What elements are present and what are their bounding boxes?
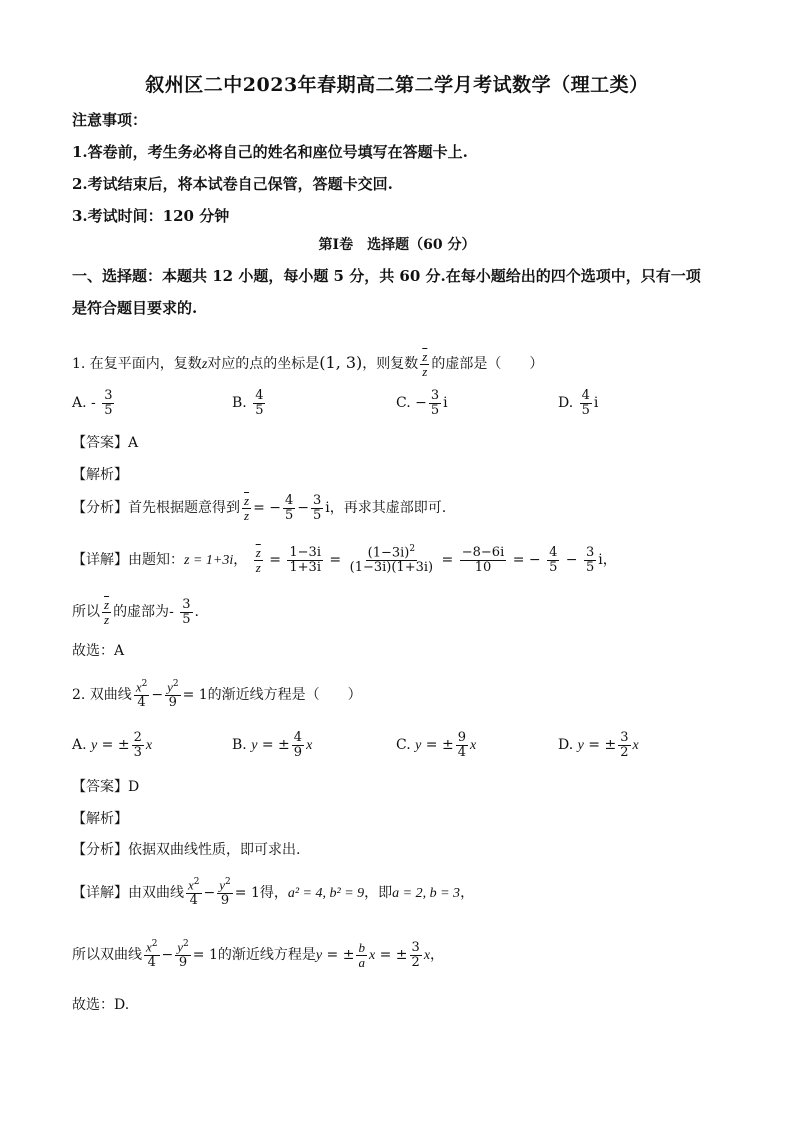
q1-detail: 【详解】由题知：z = 1+3i， $\frac{\overline{z}}{z}$ = $\frac{1-3i}{1+3i}$ = $\frac{(1-3i)^2}{(1-3i)(1+3i)}$ = $\frac{-8-6i}{10}$ = − $\frac{4}{5}$ − $\frac{3}{5}$ i， — [72, 544, 617, 576]
q1-fenxi: 【分析】首先根据题意得到 $\frac{\overline{z}}{z}$ = − $\frac{4}{5}$ − $\frac{3}{5}$ i，再求其虚部即可. — [72, 492, 447, 523]
q1-zbar-over-z: $\frac{\overline{z}}{z}$ — [422, 348, 428, 379]
q2-fenxi: 【分析】依据双曲线性质，即可求出. — [72, 842, 301, 858]
q2-analysis-tag: 【解析】 — [72, 811, 128, 827]
section-title: 第Ⅰ卷 选择题（60 分） — [318, 237, 476, 253]
q2-choose: 故选：D. — [72, 997, 130, 1013]
q1-point: (1, 3) — [319, 353, 363, 372]
page-title: 叙州区二中2023年春期高二第二学月考试数学（理工类） — [145, 74, 649, 96]
notice-item-1: 1.答卷前，考生务必将自己的姓名和座位号填写在答题卡上. — [72, 143, 468, 161]
section-instruction-line1: 一、选择题：本题共 12 小题，每小题 5 分，共 60 分.在每小题给出的四个选项中，只有一项 — [72, 267, 701, 285]
q2-conclusion: 所以双曲线 $\frac{x^2}{4}$ − $\frac{y^2}{9}$ = 1的渐近线方程是y = ± $\frac{b}{a}$ x = ± $\frac{3}{2}$ x， — [72, 939, 445, 971]
notice-heading: 注意事项： — [72, 111, 148, 129]
q1-answer: 【答案】A — [72, 435, 139, 451]
q2-stem: 2. 双曲线 $\frac{x^2}{4}$ − $\frac{y^2}{9}$ = 1的渐近线方程是（ ） — [72, 679, 362, 711]
q1-option-c[interactable]: C. − $\frac{3}{5}$ i — [396, 388, 448, 418]
notice-item-2: 2.考试结束后，将本试卷自己保管，答题卡交回. — [72, 175, 393, 193]
notice-item-3: 3.考试时间：120 分钟 — [72, 207, 230, 225]
q1-analysis-tag: 【解析】 — [72, 467, 128, 483]
q2-option-a[interactable]: A. y = ± $\frac{2}{3}$ x — [72, 730, 153, 760]
q2-detail: 【详解】由双曲线 $\frac{x^2}{4}$ − $\frac{y^2}{9}$ = 1得，a² = 4, b² = 9，即a = 2, b = 3， — [72, 877, 475, 909]
q2-option-b[interactable]: B. y = ± $\frac{4}{9}$ x — [232, 730, 313, 760]
q1-option-b[interactable]: B. $\frac{4}{5}$ — [232, 388, 264, 418]
q2-option-c[interactable]: C. y = ± $\frac{9}{4}$ x — [396, 730, 477, 760]
q2-option-d[interactable]: D. y = ± $\frac{3}{2}$ x — [558, 730, 639, 760]
q2-answer: 【答案】D — [72, 779, 140, 795]
q1-choose: 故选：A — [72, 643, 125, 659]
q1-conclusion: 所以 $\frac{\overline{z}}{z}$ 的虚部为- $\frac{3}{5}$ . — [72, 596, 199, 627]
section-instruction-line2: 是符合题目要求的. — [72, 299, 198, 317]
q1-stem: 1. 在复平面内，复数z对应的点的坐标是(1, 3)，则复数 $\frac{\overline{z}}{z}$ 的虚部是（ ） — [72, 348, 544, 379]
q1-option-d[interactable]: D. $\frac{4}{5}$ i — [558, 388, 599, 418]
q1-option-a[interactable]: A. - $\frac{3}{5}$ — [72, 388, 113, 418]
